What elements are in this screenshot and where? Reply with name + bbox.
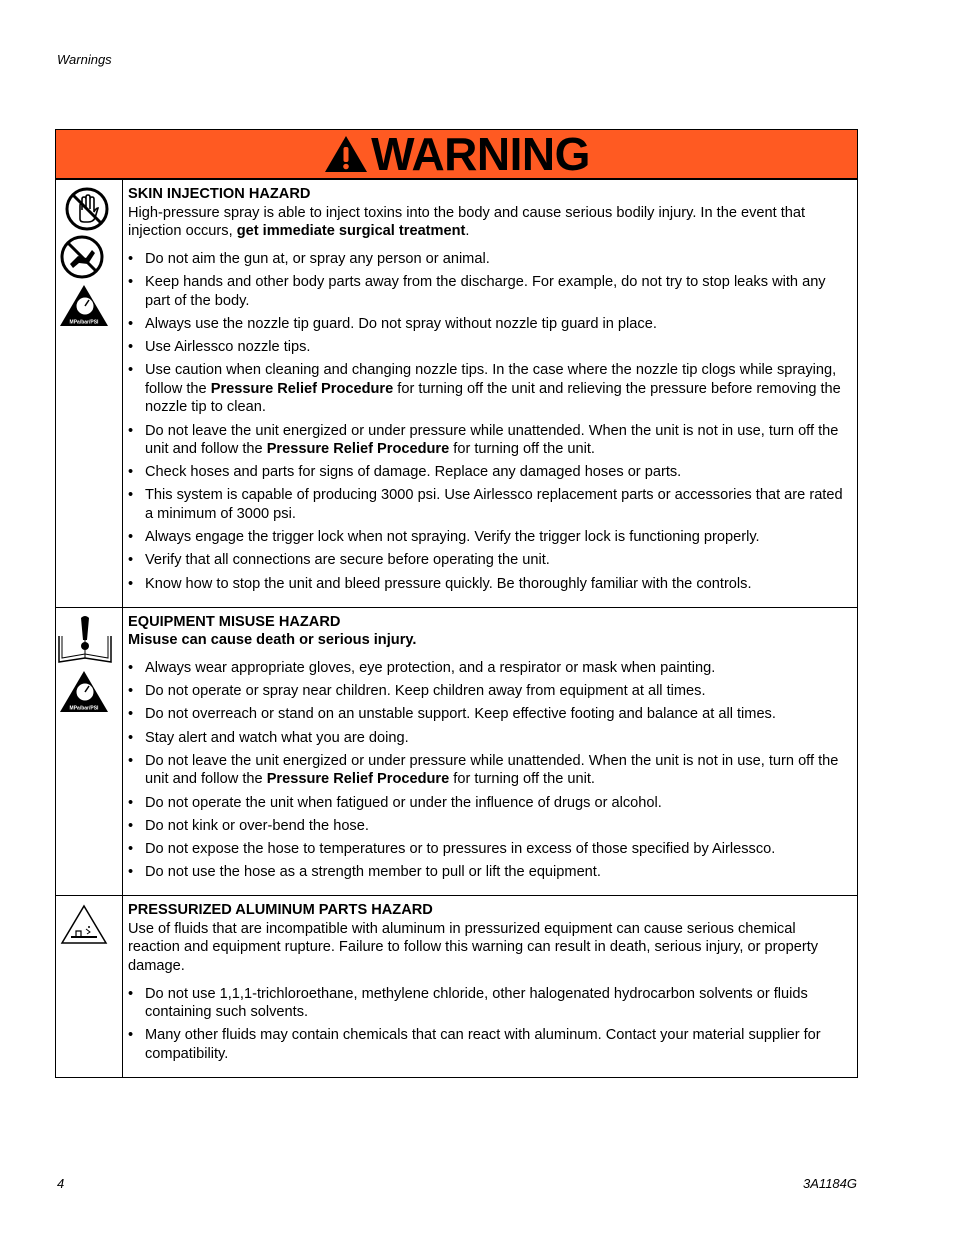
hazard-bullet-item: • Always use the nozzle tip guard. Do not spray without nozzle tip guard in place.	[128, 315, 849, 334]
hazard-bullet-item: • Check hoses and parts for signs of damage. Replace any damaged hoses or parts.	[128, 463, 849, 482]
hazard-intro: Misuse can cause death or serious injury.	[128, 632, 417, 649]
hazard-intro: Use of fluids that are incompatible with aluminum in pressurized equipment can cause serious chemical reaction and equipment rupture. Failure to follow this warning can result in death, serious injury, or property damage.	[128, 920, 819, 975]
psi-label: MPa/bar/PSI	[69, 705, 99, 712]
hazard-bullet-item: • Do not leave the unit energized or under pressure while unattended. When the unit is not in use, turn off the unit and follow the Pressure Relief Procedure for turning off the unit.	[128, 752, 849, 789]
hazard-bullet-item: • Always wear appropriate gloves, eye protection, and a respirator or mask when painting.	[128, 659, 849, 678]
hazard-bullet-item: • Use Airlessco nozzle tips.	[128, 338, 849, 357]
hazard-icons	[56, 896, 123, 1077]
page-number: 4	[57, 1176, 65, 1191]
hazard-bullet-item: • Do not kink or over-bend the hose.	[128, 817, 849, 836]
hazard-row-pressurized-aluminum	[56, 895, 857, 1077]
hazard-bullet-item: • Do not operate the unit when fatigued or under the influence of drugs or alcohol.	[128, 794, 849, 813]
read-manual-icon	[57, 614, 113, 664]
hazard-intro: High-pressure spray is able to inject toxins into the body and cause serious bodily injury. In the event that injection occurs, get immediate surgical treatment.	[128, 204, 806, 240]
hazard-bullet-item: • Do not expose the hose to temperatures or to pressures in excess of those specified by Airlessco.	[128, 840, 849, 859]
running-header: Warnings	[57, 52, 112, 67]
warning-title: WARNING	[371, 128, 590, 180]
pressure-gauge-icon	[59, 284, 109, 328]
hazard-row-skin-injection	[56, 179, 857, 607]
hazard-bullet-item: • Do not overreach or stand on an unstable support. Keep effective footing and balance at all times.	[128, 705, 849, 724]
hazard-title: EQUIPMENT MISUSE HAZARD	[128, 613, 341, 630]
hazard-bullets	[128, 659, 849, 882]
hazard-bullet-item: • This system is capable of producing 3000 psi. Use Airlessco replacement parts or accessories that are rated a minimum of 3000 psi.	[128, 486, 849, 523]
hazard-icons	[56, 180, 123, 607]
hazard-bullet-item: • Do not use the hose as a strength member to pull or lift the equipment.	[128, 863, 849, 882]
hazard-text	[123, 608, 857, 895]
psi-label: MPa/bar/PSI	[69, 319, 99, 326]
hazard-bullet-item: • Do not aim the gun at, or spray any person or animal.	[128, 250, 849, 269]
hazard-text	[123, 896, 857, 1077]
hazard-title: PRESSURIZED ALUMINUM PARTS HAZARD	[128, 902, 433, 919]
hazard-bullet-item: • Do not operate or spray near children. Keep children away from equipment at all times.	[128, 682, 849, 701]
hazard-bullet-item: • Know how to stop the unit and bleed pressure quickly. Be thoroughly familiar with the controls.	[128, 575, 849, 594]
hazard-bullet-item: • Do not use 1,1,1-trichloroethane, methylene chloride, other halogenated hydrocarbon solvents or fluids containing such solvents.	[128, 985, 849, 1022]
hazard-icons	[56, 608, 123, 895]
hazard-title: SKIN INJECTION HAZARD	[128, 186, 311, 202]
hazard-bullets	[128, 250, 849, 593]
document-id: 3A1184G	[803, 1176, 857, 1191]
hazard-bullet-item: • Keep hands and other body parts away from the discharge. For example, do not try to stop leaks with any part of the body.	[128, 273, 849, 310]
pressure-gauge-icon	[59, 670, 109, 714]
warning-triangle-icon	[323, 134, 369, 174]
hazard-bullet-item: • Do not leave the unit energized or under pressure while unattended. When the unit is not in use, turn off the unit and follow the Pressure Relief Procedure for turning off the unit.	[128, 422, 849, 459]
hazard-row-equipment-misuse	[56, 607, 857, 895]
no-hand-icon	[64, 186, 110, 232]
no-spray-icon	[59, 234, 105, 280]
hazard-bullet-item: • Stay alert and watch what you are doing.	[128, 729, 849, 748]
hazard-bullet-item: • Many other fluids may contain chemicals that can react with aluminum. Contact your material supplier for compatibility.	[128, 1026, 849, 1063]
hazard-bullet-item: • Always engage the trigger lock when not spraying. Verify the trigger lock is functioning properly.	[128, 528, 849, 547]
hazard-bullet-item: • Use caution when cleaning and changing nozzle tips. In the case where the nozzle tip clogs while spraying, follow the Pressure Relief Procedure for turning off the unit and relieving the pressure before removing the nozzle tip to clean.	[128, 361, 849, 417]
hazard-text	[123, 180, 857, 607]
chemical-hazard-icon	[59, 903, 109, 947]
warning-banner	[56, 130, 857, 179]
warning-table	[55, 129, 858, 1078]
hazard-bullets	[128, 985, 849, 1064]
hazard-bullet-item: • Verify that all connections are secure before operating the unit.	[128, 551, 849, 570]
